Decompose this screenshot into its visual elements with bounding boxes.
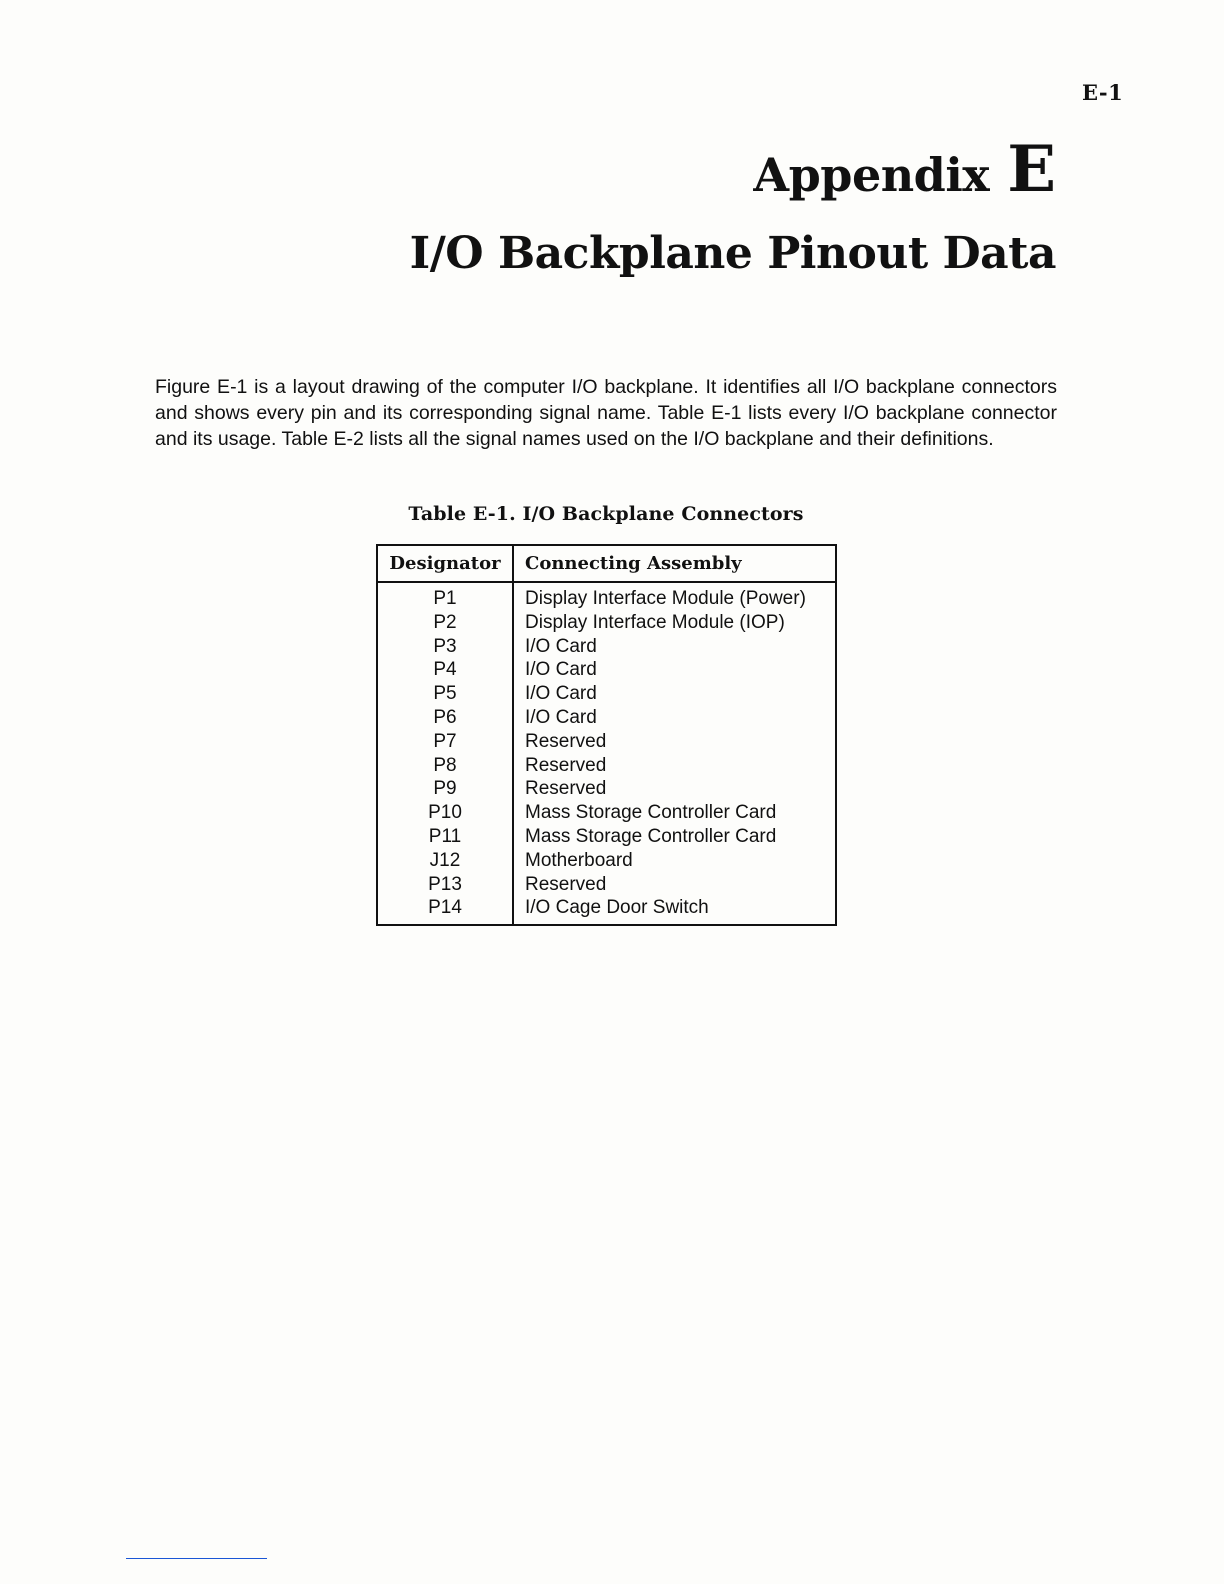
designator-cell: P9 [377, 777, 513, 801]
page-number: E-1 [1082, 80, 1124, 105]
table-row [377, 825, 836, 849]
designator-cell: P10 [377, 801, 513, 825]
designator-cell: P6 [377, 706, 513, 730]
designator-cell: P11 [377, 825, 513, 849]
assembly-cell: Reserved [525, 754, 607, 776]
table-row [377, 582, 836, 611]
appendix-letter: E [1007, 132, 1056, 207]
assembly-cell: Mass Storage Controller Card [525, 825, 777, 847]
designator-cell: P4 [377, 658, 513, 682]
intro-paragraph: Figure E-1 is a layout drawing of the computer I/O backplane. It identifies all I/O backplane connectors and shows every pin and its corresponding signal name. Table E-1 lists every I/O backplane connector and its usage. Table E-2 lists all the signal names used on the I/O backplane and their definitions. [155, 376, 1057, 450]
assembly-cell: I/O Card [525, 635, 597, 657]
assembly-cell: Motherboard [525, 849, 633, 871]
assembly-cell: Reserved [525, 873, 607, 895]
table-header-row [377, 545, 836, 582]
designator-cell: P7 [377, 730, 513, 754]
assembly-cell: Reserved [525, 778, 607, 800]
assembly-cell: Display Interface Module (IOP) [525, 611, 785, 633]
designator-cell: P3 [377, 635, 513, 659]
assembly-cell: Display Interface Module (Power) [525, 588, 806, 609]
table-row [377, 730, 836, 754]
chapter-title: I/O Backplane Pinout Data [409, 228, 1056, 279]
assembly-cell: I/O Cage Door Switch [525, 897, 709, 919]
designator-cell: P5 [377, 682, 513, 706]
table-row [377, 635, 836, 659]
designator-cell: P2 [377, 611, 513, 635]
designator-cell: J12 [377, 849, 513, 873]
designator-column-header: Designator [377, 545, 513, 582]
assembly-cell: I/O Card [525, 683, 597, 705]
table-row [377, 873, 836, 897]
table-row [377, 896, 836, 925]
table-row [377, 801, 836, 825]
table-row [377, 611, 836, 635]
designator-cell: P14 [377, 896, 513, 925]
assembly-column-header: Connecting Assembly [513, 545, 836, 582]
designator-cell: P13 [377, 873, 513, 897]
connectors-table [376, 544, 837, 926]
table-row [377, 849, 836, 873]
assembly-cell: Mass Storage Controller Card [525, 802, 777, 824]
table-caption: Table E-1. I/O Backplane Connectors [408, 503, 804, 525]
table-row [377, 682, 836, 706]
table-row [377, 658, 836, 682]
table-row [377, 754, 836, 778]
appendix-heading [753, 132, 1056, 207]
table-row [377, 777, 836, 801]
footnote-rule [126, 1558, 267, 1559]
assembly-cell: Reserved [525, 730, 607, 752]
assembly-cell: I/O Card [525, 706, 597, 728]
table-row [377, 706, 836, 730]
designator-cell: P8 [377, 754, 513, 778]
appendix-word: Appendix [753, 148, 990, 202]
designator-cell: P1 [377, 582, 513, 611]
assembly-cell: I/O Card [525, 659, 597, 681]
